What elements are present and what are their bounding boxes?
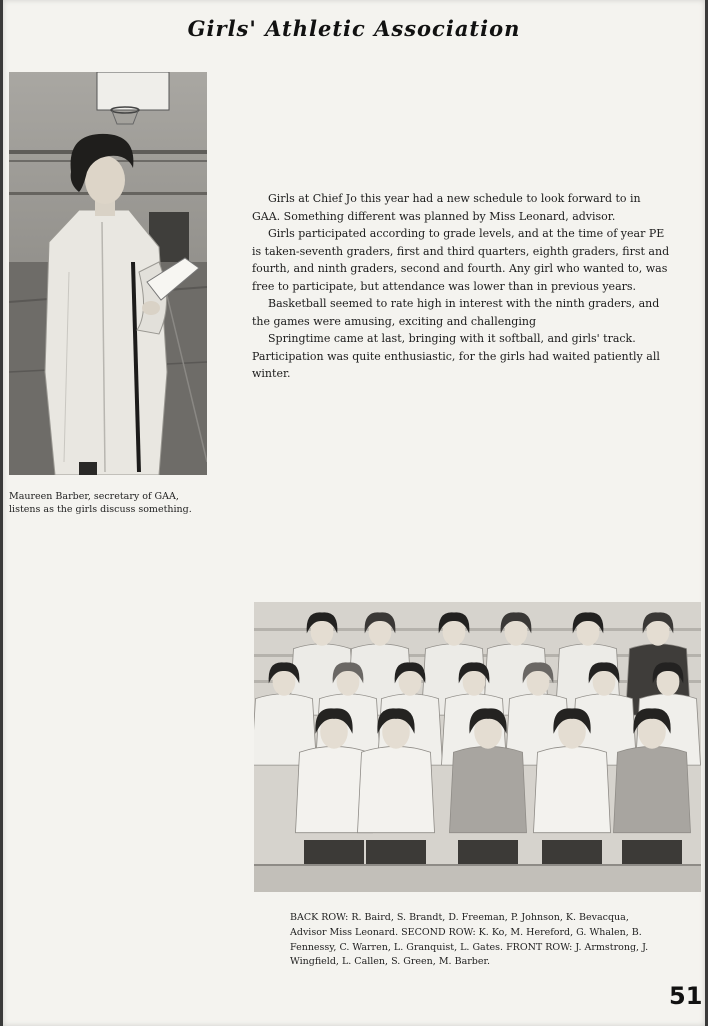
- paragraph: Springtime came at last, bringing with it softball, and girls' track. Participation was quite enthusiastic, for the girls had waited patiently all winter.: [252, 332, 660, 380]
- page-title: Girls' Athletic Association: [187, 16, 521, 41]
- article-body: [252, 190, 672, 383]
- shorts-shape: [366, 840, 426, 864]
- paragraph: Basketball seemed to rate high in interest with the ninth graders, and the games were amusing, exciting and challenging: [252, 297, 660, 328]
- shorts-shape: [458, 840, 518, 864]
- paragraph: Girls at Chief Jo this year had a new schedule to look forward to in GAA. Something different was planned by Miss Leonard, advisor.: [252, 192, 641, 223]
- photo-gaa-group: [254, 602, 701, 892]
- photo-left-caption: Maureen Barber, secretary of GAA, listens as the girls discuss something.: [9, 491, 192, 515]
- paragraph: Girls participated according to grade levels, and at the time of year PE is taken-seventh graders, first and third quarters, eighth graders, first and fourth, and ninth graders, second and fourth. Any girl who wanted to, was free to participate, but attendance was lower than in previous years.: [252, 227, 670, 293]
- shorts-shape: [542, 840, 602, 864]
- yearbook-page: [3, 0, 705, 1026]
- photo-maureen-barber: [9, 72, 207, 475]
- page-number: 51: [669, 982, 703, 1010]
- shorts-shape: [304, 840, 364, 864]
- group-photo-caption: BACK ROW: R. Baird, S. Brandt, D. Freeman, P. Johnson, K. Bevacqua, Advisor Miss Leonard. SECOND ROW: K. Ko, M. Hereford, G. Whalen, B. Fennessy, C. Warren, L. Granquist, L. Gates. FRONT ROW: J. Armstrong, J. Wingfield, L. Callen, S. Green, M. Barber.: [290, 912, 649, 968]
- shorts-shape: [622, 840, 682, 864]
